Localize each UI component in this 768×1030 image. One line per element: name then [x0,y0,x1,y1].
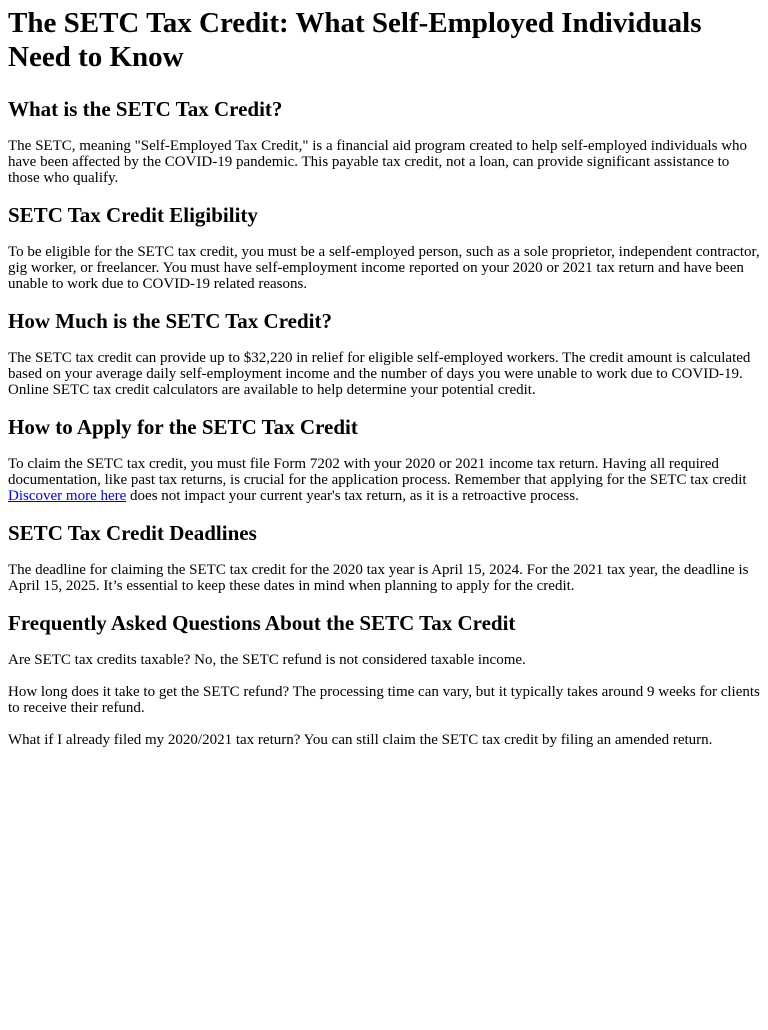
section-how-much [8,308,760,398]
section-paragraph: The SETC, meaning "Self-Employed Tax Credit," is a financial aid program created to help self-employed individuals who have been affected by the COVID-19 pandemic. This payable tax credit, not a loan, can provide significant assistance to those who qualify. [8,138,748,186]
discover-more-link[interactable]: Discover more here [8,488,127,504]
paragraph-text-after-link: does not impact your current year's tax return, as it is a retroactive process. [126,488,579,504]
article [8,6,760,748]
section-eligibility [8,202,760,292]
section-faq [8,610,760,748]
section-heading: Frequently Asked Questions About the SETC Tax Credit [8,611,516,635]
section-what-is [8,96,760,186]
section-paragraph: The deadline for claiming the SETC tax credit for the 2020 tax year is April 15, 2024. For the 2021 tax year, the deadline is April 15, 2025. It’s essential to keep these dates in mind when planning to apply for the credit. [8,562,749,594]
page-title: The SETC Tax Credit: What Self-Employed Individuals Need to Know [8,7,702,73]
faq-item: How long does it take to get the SETC refund? The processing time can vary, but it typically takes around 9 weeks for clients to receive their refund. [8,684,760,716]
section-heading: What is the SETC Tax Credit? [8,97,283,121]
paragraph-text-before-link: To claim the SETC tax credit, you must file Form 7202 with your 2020 or 2021 income tax return. Having all required documentation, like past tax returns, is crucial for the application process. Remember that applying for the SETC tax credit [8,456,747,488]
section-heading: SETC Tax Credit Eligibility [8,203,258,227]
section-deadlines [8,520,760,594]
section-paragraph [8,456,760,504]
faq-item: What if I already filed my 2020/2021 tax return? You can still claim the SETC tax credit by filing an amended return. [8,732,713,748]
section-heading: How to Apply for the SETC Tax Credit [8,415,358,439]
faq-item: Are SETC tax credits taxable? No, the SETC refund is not considered taxable income. [8,652,526,668]
section-heading: SETC Tax Credit Deadlines [8,521,257,545]
section-how-to-apply [8,414,760,504]
section-paragraph: The SETC tax credit can provide up to $32,220 in relief for eligible self-employed workers. The credit amount is calculated based on your average daily self-employment income and the number of days you were unable to work due to COVID-19. Online SETC tax credit calculators are available to help determine your potential credit. [8,350,751,398]
section-paragraph: To be eligible for the SETC tax credit, you must be a self-employed person, such as a sole proprietor, independent contractor, gig worker, or freelancer. You must have self-employment income reported on your 2020 or 2021 tax return and have been unable to work due to COVID-19 related reasons. [8,244,760,292]
section-heading: How Much is the SETC Tax Credit? [8,309,332,333]
